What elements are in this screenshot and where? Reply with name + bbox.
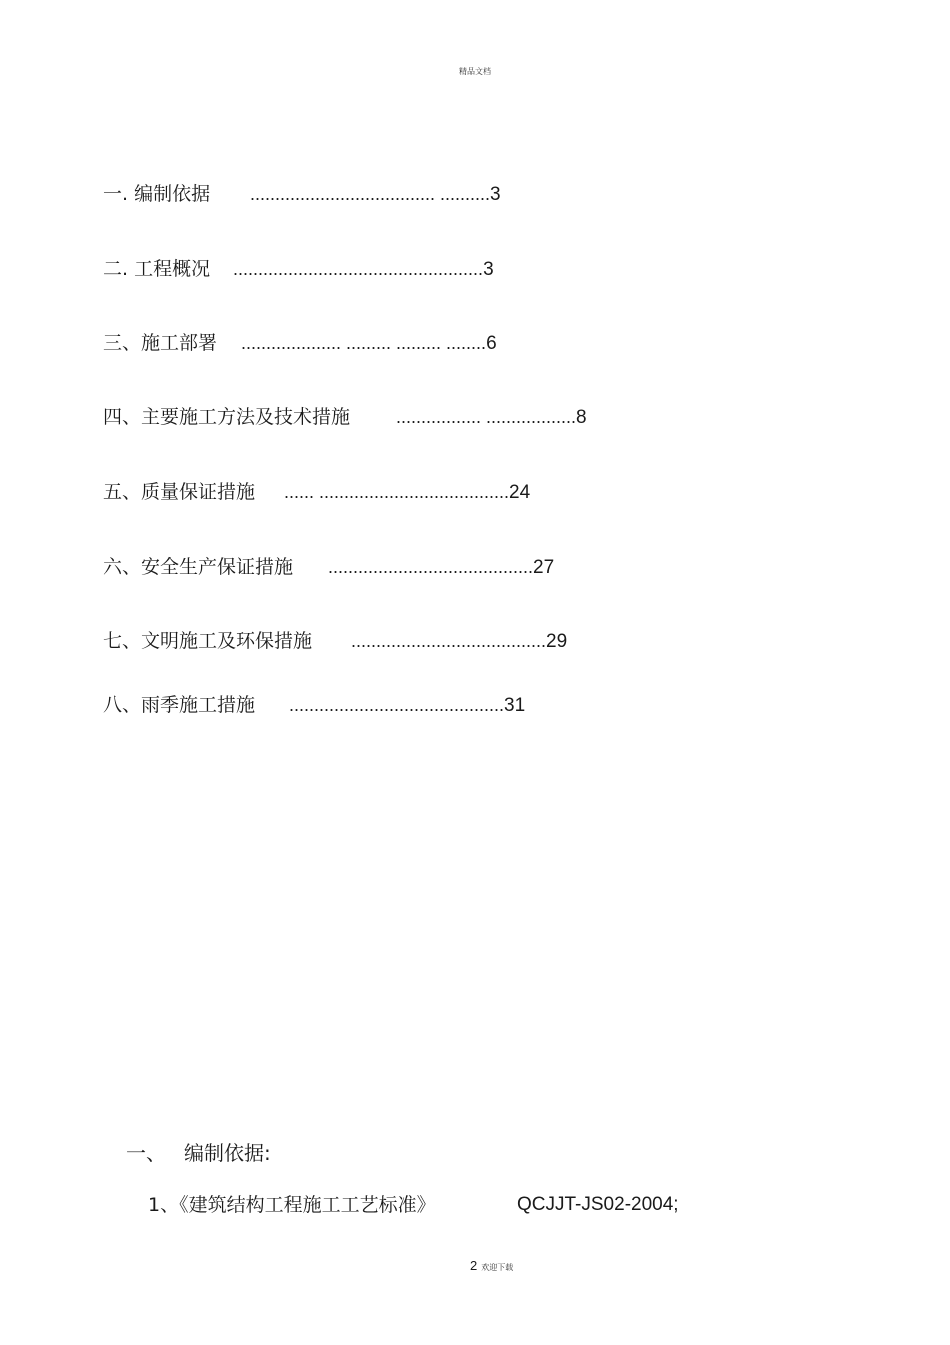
- toc-entry-page: 3: [490, 184, 501, 205]
- toc-entry[interactable]: [103, 554, 554, 580]
- toc-entry[interactable]: [103, 404, 587, 430]
- toc-entry-leader: .................... ......... ......... ........: [241, 333, 487, 353]
- toc-entry[interactable]: [103, 628, 567, 654]
- toc-entry-title: 二. 工程概况: [103, 258, 211, 280]
- toc-entry-title: 六、安全生产保证措施: [103, 556, 294, 578]
- reference-item: [148, 1191, 679, 1219]
- toc-entry-page: 6: [486, 333, 497, 354]
- toc-entry-title: 三、施工部署: [103, 332, 218, 354]
- page-number: 2: [470, 1258, 478, 1273]
- toc-entry-page: 8: [576, 407, 587, 428]
- section-title: 编制依据:: [184, 1141, 271, 1165]
- toc-entry[interactable]: [103, 330, 497, 356]
- toc-entry-leader: .......................................: [351, 631, 547, 651]
- toc-entry-title: 五、质量保证措施: [103, 481, 256, 503]
- toc-entry-page: 31: [504, 695, 526, 716]
- toc-entry-title: 四、主要施工方法及技术措施: [103, 406, 351, 428]
- toc-entry[interactable]: [103, 256, 494, 282]
- toc-entry[interactable]: [103, 479, 530, 505]
- toc-entry-leader: ..................................... ..........: [250, 184, 491, 204]
- toc-entry-title: 一. 编制依据: [103, 183, 211, 205]
- section-number: 一、: [126, 1141, 166, 1165]
- toc-entry-title: 八、雨季施工措施: [103, 694, 256, 716]
- toc-entry-leader: ...... ......................................: [284, 482, 510, 502]
- page-header: 精品文档: [459, 67, 491, 76]
- reference-text: 1、《建筑结构工程施工工艺标准》: [148, 1194, 436, 1216]
- toc-entry-page: 24: [509, 482, 531, 503]
- page-footer: [470, 1258, 513, 1273]
- reference-code: QCJJT-JS02-2004;: [517, 1194, 679, 1215]
- toc-entry-leader: .........................................: [328, 557, 534, 577]
- footer-label: 欢迎下载: [481, 1263, 514, 1272]
- toc-entry-title: 七、文明施工及环保措施: [103, 630, 313, 652]
- toc-entry-leader: ..................................................: [233, 259, 484, 279]
- toc-entry[interactable]: [103, 181, 501, 207]
- toc-entry-leader: ...........................................: [289, 695, 505, 715]
- toc-entry-leader: ................. ..................: [396, 407, 577, 427]
- section-heading: [126, 1139, 271, 1167]
- toc-entry-page: 3: [483, 259, 494, 280]
- toc-entry-page: 29: [546, 631, 568, 652]
- toc-entry-page: 27: [533, 557, 555, 578]
- toc-entry[interactable]: [103, 692, 525, 718]
